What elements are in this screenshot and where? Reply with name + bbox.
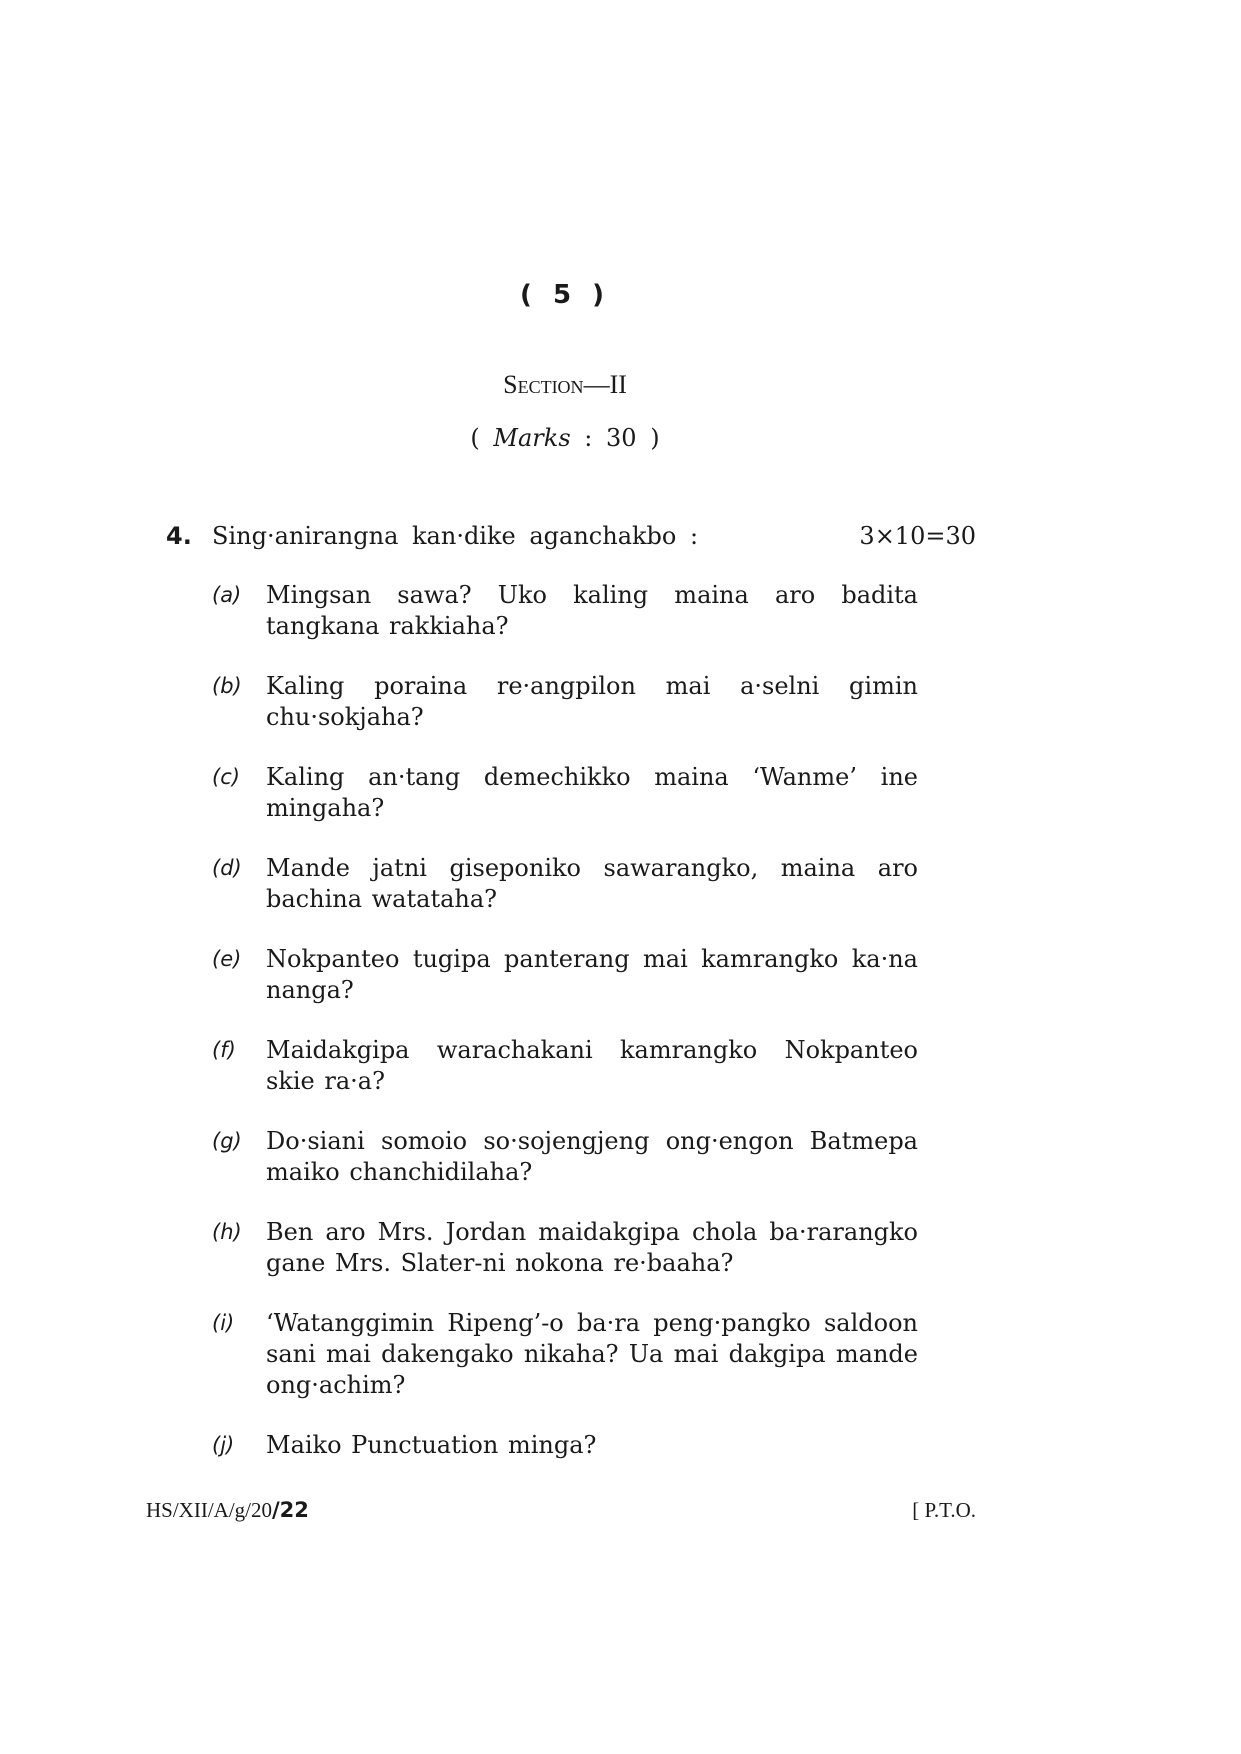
question-item-h [212,1217,918,1279]
question-marks: 3×10=30 [859,522,976,550]
question-items-list [212,580,918,1490]
section-heading [0,370,1130,400]
item-text: Mande jatni giseponiko sawarangko, maina aro bachina watataha? [266,854,918,913]
question-instruction: Sing·anirangna kan·dike aganchakbo : [212,522,699,550]
item-text: ‘Watanggimin Ripeng’-o ba·ra peng·pangko saldoon sani mai dakengako nikaha? Ua mai dakgipa mande ong·achim? [266,1309,918,1399]
item-text: Nokpanteo tugipa panterang mai kamrangko ka·na nanga? [266,945,918,1004]
marks-word: Marks [493,424,571,452]
question-number: 4. [166,522,192,550]
item-text: Maidakgipa warachakani kamrangko Nokpanteo skie ra·a? [266,1036,918,1095]
item-text: Kaling poraina re·angpilon mai a·selni gimin chu·sokjaha? [266,672,918,731]
item-label: (h) [212,1220,242,1244]
marks-value: 30 [606,424,637,452]
question-item-g [212,1126,918,1188]
please-turn-over: [ P.T.O. [912,1498,976,1522]
item-text: Maiko Punctuation minga? [266,1431,597,1459]
item-label: (d) [212,856,242,880]
question-item-d [212,853,918,915]
item-label: (e) [212,947,242,971]
section-dash: — [583,370,610,399]
item-label: (j) [212,1433,235,1457]
item-label: (c) [212,765,240,789]
marks-close-paren: ) [650,424,660,452]
item-label: (a) [212,583,242,607]
item-text: Do·siani somoio so·sojengjeng ong·engon Batmepa maiko chanchidilaha? [266,1127,918,1186]
question-item-i [212,1308,918,1401]
section-numeral: II [609,370,627,399]
marks-separator: : [584,424,593,452]
item-text: Ben aro Mrs. Jordan maidakgipa chola ba·rarangko gane Mrs. Slater-ni nokona re·baaha? [266,1218,918,1277]
page-number: ( 5 ) [520,280,610,310]
paper-code [146,1498,309,1523]
item-label: (f) [212,1038,236,1062]
item-label: (g) [212,1129,242,1153]
question-item-c [212,762,918,824]
item-label: (i) [212,1311,235,1335]
item-text: Mingsan sawa? Uko kaling maina aro badita tangkana rakkiaha? [266,581,918,640]
paper-code-bold: /22 [272,1498,309,1522]
section-prefix: Section [503,370,584,399]
question-item-e [212,944,918,1006]
question-item-a [212,580,918,642]
question-4-header [166,522,976,558]
section-marks [0,424,1130,452]
marks-open-paren: ( [470,424,480,452]
question-item-f [212,1035,918,1097]
question-item-j [212,1430,918,1461]
question-item-b [212,671,918,733]
item-text: Kaling an·tang demechikko maina ‘Wanme’ ine mingaha? [266,763,918,822]
paper-code-main: HS/XII/A/g/20 [146,1498,272,1522]
item-label: (b) [212,674,242,698]
